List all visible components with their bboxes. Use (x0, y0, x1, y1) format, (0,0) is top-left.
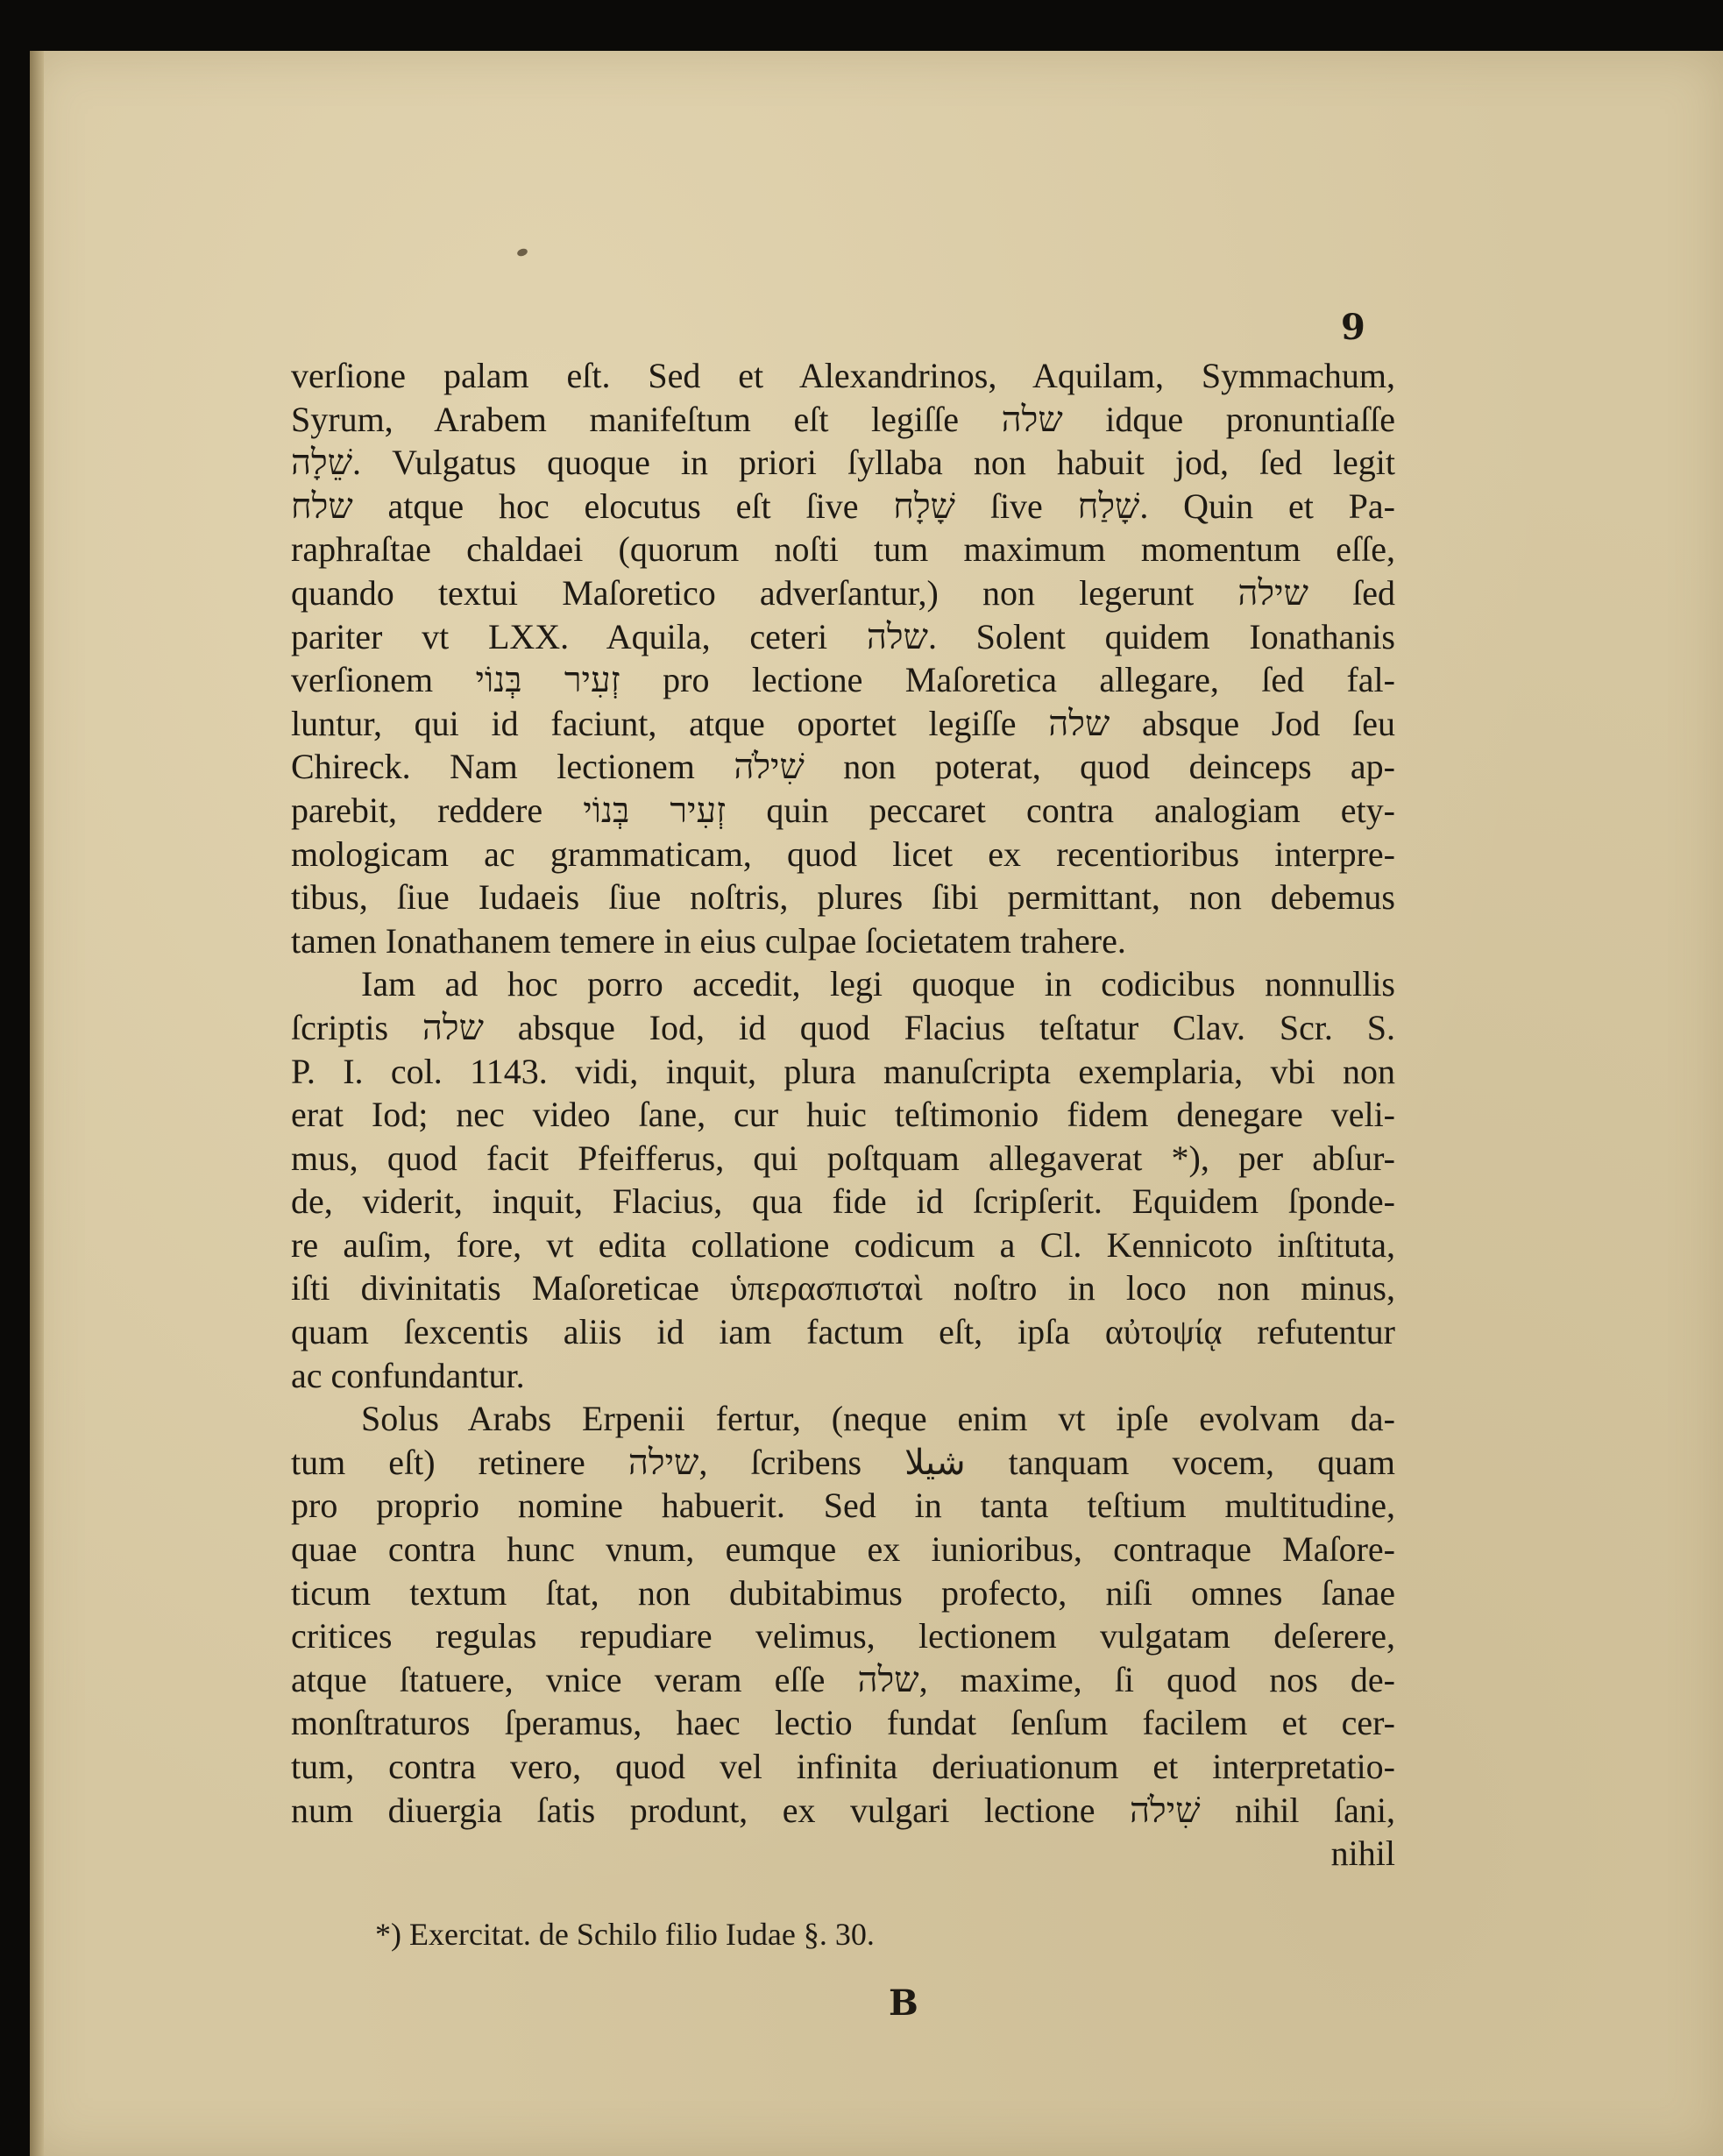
text-line: atque ſtatuere, vnice veram eſſe שלה, maxime, ſi quod nos de- (291, 1659, 1395, 1699)
page-gutter (30, 51, 44, 2156)
text-line: שלח atque hoc elocutus eſt ſive שָׁלָח ſive שָׁלַח. Quin et Pa- (291, 486, 1395, 526)
signature-mark: B (889, 1982, 918, 2024)
text-line: ſcriptis שלה absque Iod, id quod Flacius teſtatur Clav. Scr. S. (291, 1007, 1395, 1047)
text-line: Chireck. Nam lectionem שִׁילֹה non poterat, quod deinceps ap- (291, 747, 1395, 787)
text-line: ac confundantur. (291, 1355, 525, 1395)
body-text (291, 354, 1395, 1876)
text-line: tum, contra vero, quod vel infinita deriuationum et interpretatio- (291, 1747, 1395, 1786)
text-line: quam ſexcentis aliis id iam factum eſt, ipſa αὐτοψίᾳ refutentur (291, 1312, 1395, 1352)
text-line: tamen Ionathanem temere in eius culpae ſocietatem trahere. (291, 920, 1126, 961)
footnote: *) Exercitat. de Schilo filio Iudae §. 30. (375, 1917, 875, 1952)
text-line: pro proprio nomine habuerit. Sed in tanta teſtium multitudine, (291, 1486, 1395, 1526)
text-line: Iam ad hoc porro accedit, legi quoque in codicibus nonnullis (361, 964, 1395, 1004)
text-line: verſionem זְעִיר בְּנוֹי pro lectione Maſoretica allegare, ſed fal- (291, 660, 1395, 700)
text-line: monſtraturos ſperamus, haec lectio fundat ſenſum facilem et cer- (291, 1703, 1395, 1743)
text-line: re auſim, fore, vt edita collatione codicum a Cl. Kennicoto inſtituta, (291, 1224, 1395, 1265)
text-line: tum eſt) retinere שילה, ſcribens شيلا tanquam vocem, quam (291, 1442, 1395, 1482)
text-line: raphraſtae chaldaei (quorum noſti tum maximum momentum eſſe, (291, 529, 1395, 570)
text-line: iſti divinitatis Maſoreticae ὑπερασπισταὶ noſtro in loco non minus, (291, 1268, 1395, 1308)
text-line: Syrum, Arabem manifeſtum eſt legiſſe שלה idque pronuntiaſſe (291, 399, 1395, 439)
text-line: pariter vt LXX. Aquila, ceteri שלה. Solent quidem Ionathanis (291, 616, 1395, 656)
text-line: quae contra hunc vnum, eumque ex iunioribus, contraque Maſore- (291, 1529, 1395, 1570)
text-line: ticum textum ſtat, non dubitabimus profecto, niſi omnes ſanae (291, 1572, 1395, 1613)
text-line: verſione palam eſt. Sed et Alexandrinos, Aquilam, Symmachum, (291, 356, 1395, 395)
text-line: P. I. col. 1143. vidi, inquit, plura manuſcripta exemplaria, vbi non (291, 1051, 1395, 1091)
text-line: luntur, qui id faciunt, atque oportet legiſſe שלה absque Jod ſeu (291, 703, 1395, 743)
text-line: quando textui Maſoretico adverſantur,) non legerunt שילה ſed (291, 572, 1395, 613)
text-line: tibus, ſiue Iudaeis ſiue noſtris, plures ſibi permittant, non debemus (291, 877, 1395, 918)
text-line: num diuergia ſatis produnt, ex vulgari lectione שִׁילֹה nihil ſani, (291, 1790, 1395, 1830)
text-line: de, viderit, inquit, Flacius, qua fide id ſcripſerit. Equidem ſponde- (291, 1181, 1395, 1222)
text-line: mus, quod facit Pfeifferus, qui poſtquam allegaverat *), per abſur- (291, 1138, 1395, 1178)
text-line: erat Iod; nec video ſane, cur huic teſtimonio fidem denegare veli- (291, 1095, 1395, 1135)
paper-stain (516, 247, 528, 258)
text-line: critices regulas repudiare velimus, lectionem vulgatam deſerere, (291, 1616, 1395, 1656)
text-line: mologicam ac grammaticam, quod licet ex recentioribus interpre- (291, 833, 1395, 874)
text-line: שֵׁלָה. Vulgatus quoque in priori ſyllaba non habuit jod, ſed legit (291, 443, 1395, 483)
book-page (30, 51, 1723, 2156)
text-line: Solus Arabs Erpenii fertur, (neque enim vt ipſe evolvam da- (361, 1399, 1395, 1439)
catchword: nihil (1330, 1833, 1395, 1874)
text-line: parebit, reddere זְעִיר בְּנוֹי quin peccaret contra analogiam ety- (291, 790, 1395, 830)
page-number: 9 (1341, 307, 1365, 348)
